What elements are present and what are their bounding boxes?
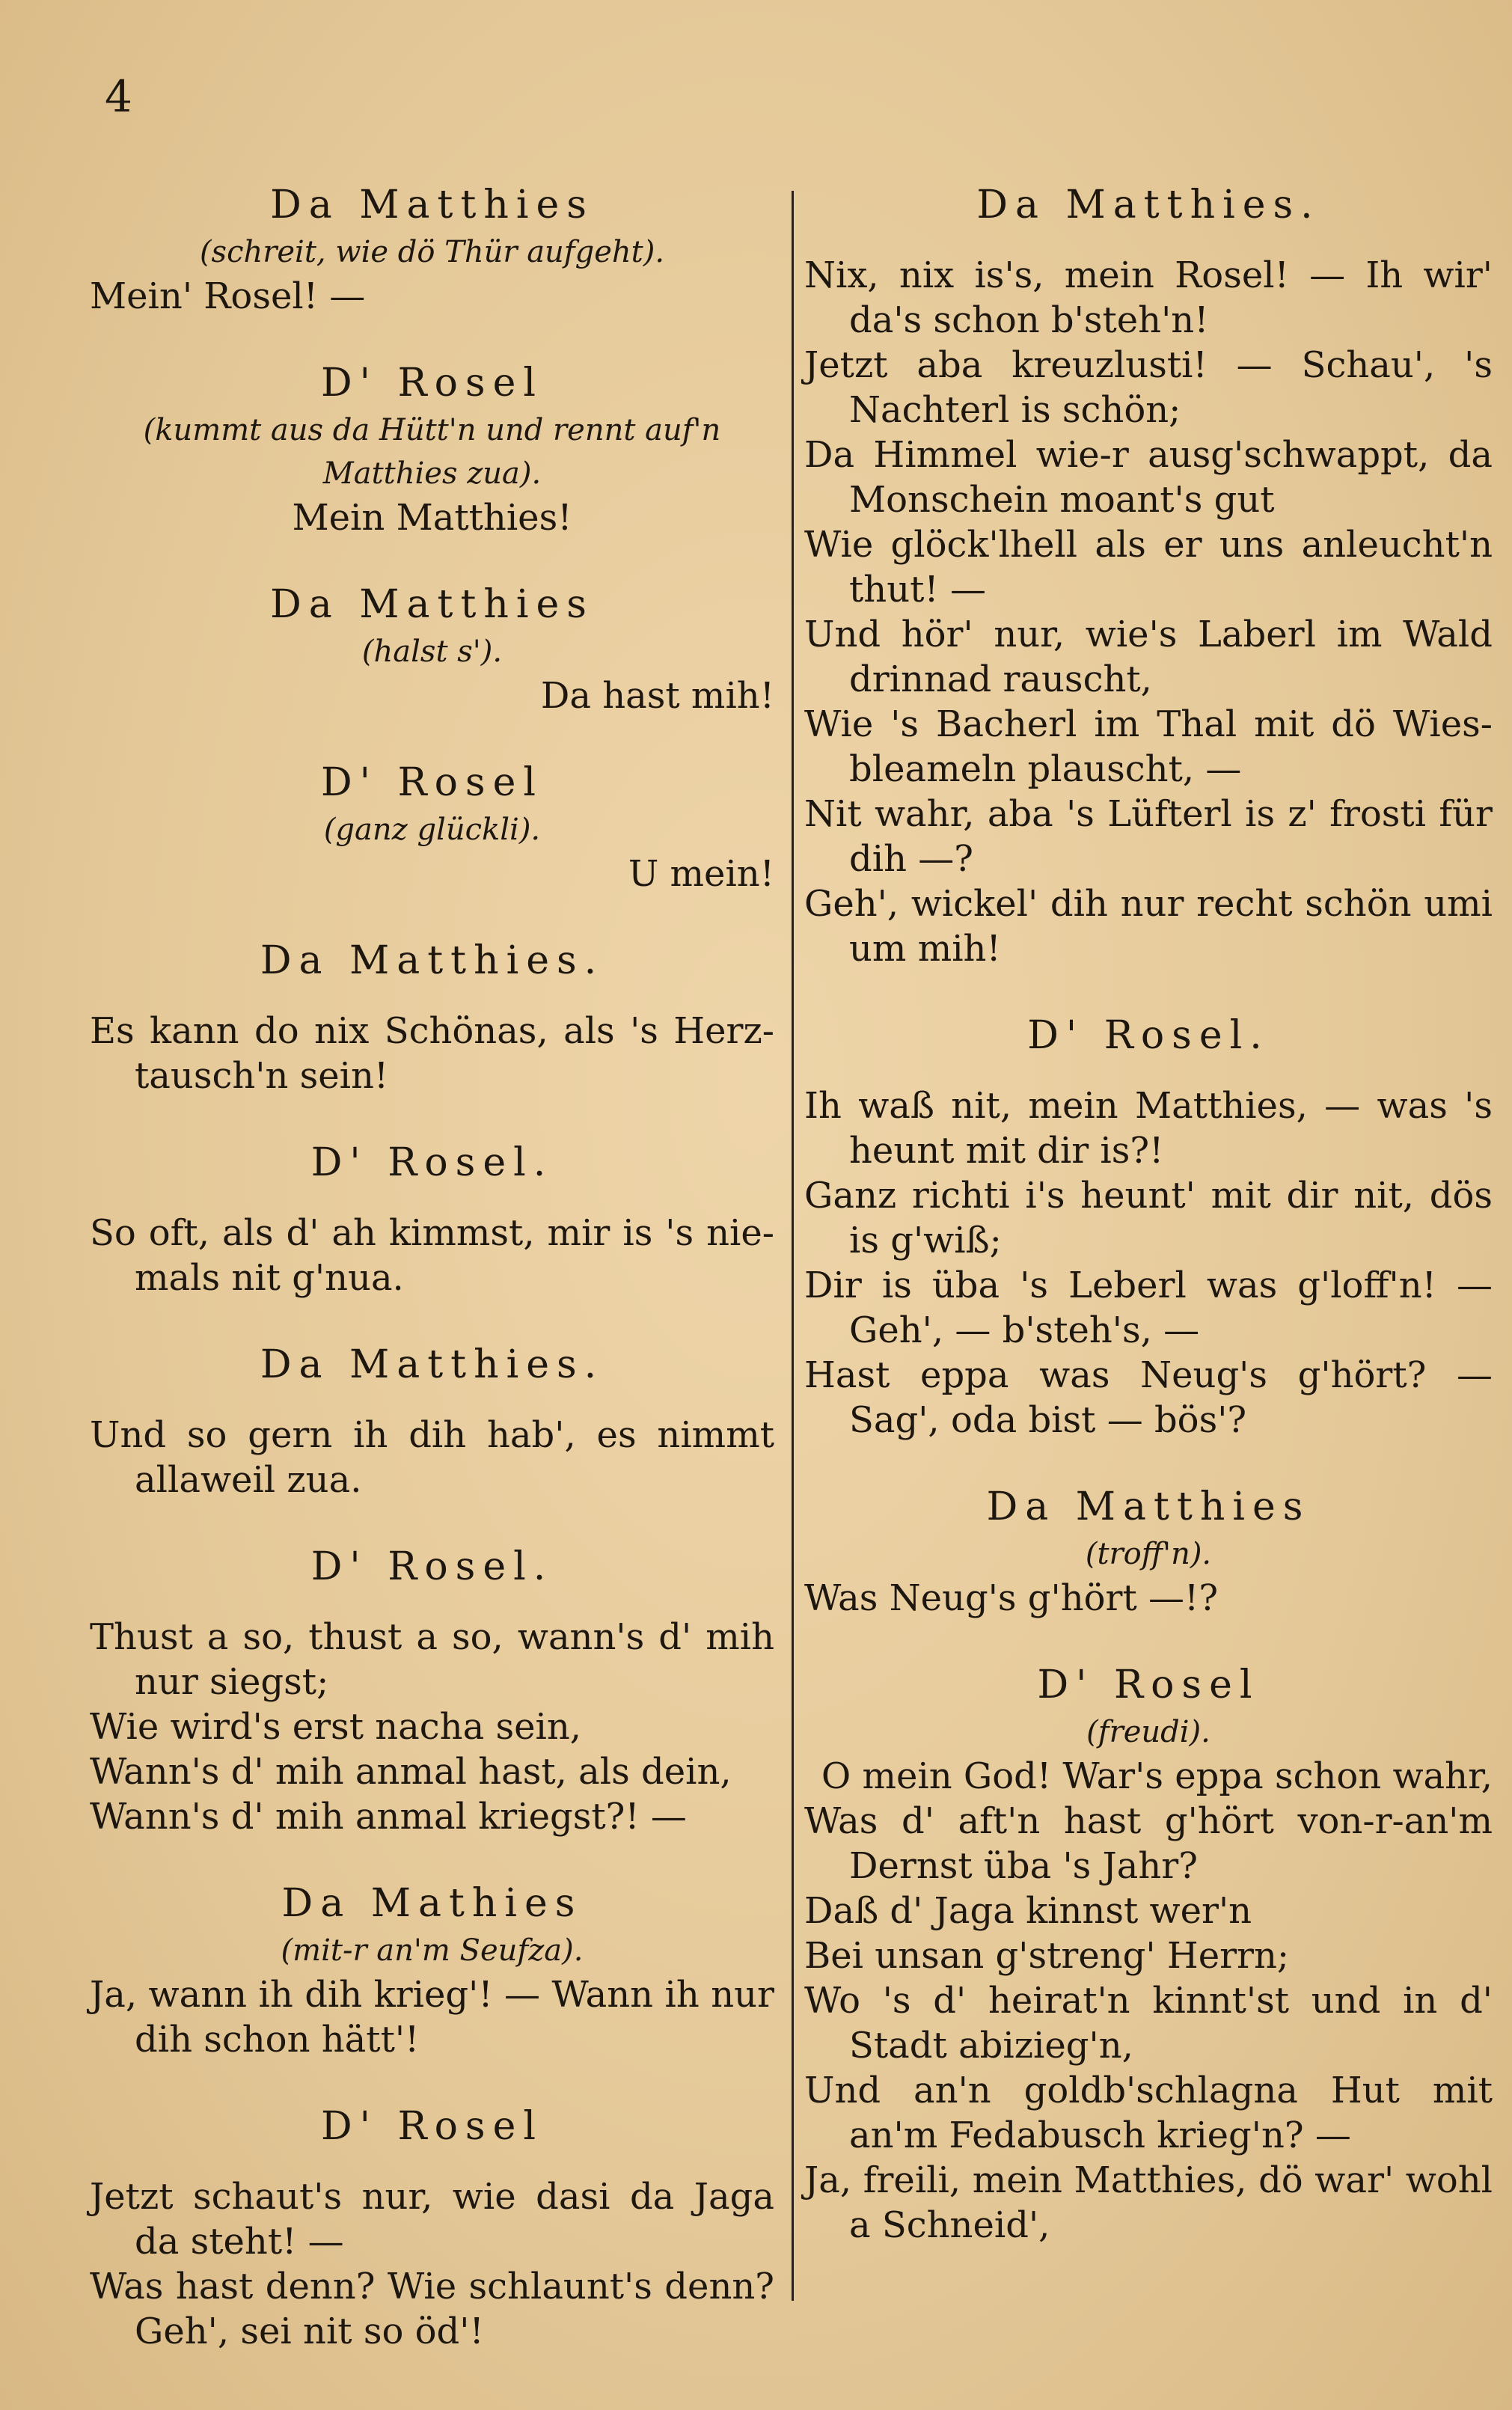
dialogue-block [90,1541,774,1839]
dialogue-block [804,1010,1493,1443]
stage-direction: (kummt aus da Hütt'n und rennt auf'n Matthies zua). [143,413,721,491]
dialogue-block [804,180,1493,971]
speaker-name: D' Rosel [320,760,544,805]
verse-line: Thust a so, thust a so, wann's d' mih nur siegst; [90,1616,774,1703]
verse-line: Was hast denn? Wie schlaunt's denn? Geh', sei nit so öd'! [90,2266,774,2352]
block-gap [90,896,774,935]
speaker-gap [90,986,774,1009]
speaker-name: D' Rosel [1037,1663,1260,1707]
speaker-name: D' Rosel. [310,1140,554,1185]
block-gap [90,1300,774,1339]
dialogue-block [90,358,774,540]
speaker-gap [804,230,1493,253]
verse-line: Hast eppa was Neug's g'hört? — Sag', oda bist — bös'? [804,1354,1493,1441]
speaker-gap [90,1390,774,1413]
verse-line: Wann's d' mih anmal hast, als dein, [90,1751,732,1793]
speaker-name: Da Mathies [281,1881,583,1926]
block-gap [90,540,774,579]
block-gap [90,1098,774,1137]
block-gap [804,1621,1493,1660]
verse-line: Jetzt schaut's nur, wie dasi da Jaga da steht! — [90,2176,774,2263]
verse-line: Wann's d' mih anmal kriegst?! — [90,1796,687,1838]
verse-line: Jetzt aba kreuzlusti! — Schau', 's Nachterl is schön; [804,344,1493,431]
stage-direction: (ganz glückli). [323,813,541,847]
left-column [90,180,774,2352]
verse-line: Wie glöck'lhell als er uns anleucht'n thut! — [804,524,1493,611]
block-gap [804,971,1493,1010]
dialogue-block [90,1137,774,1300]
verse-line: Und an'n goldb'schlagna Hut mit an'm Fedabusch krieg'n? — [804,2070,1493,2156]
verse-line: Bei unsan g'streng' Herrn; [804,1935,1290,1977]
verse-line: Ih waß nit, mein Matthies, — was 's heunt mit dir is?! [804,1085,1493,1172]
speaker-name: D' Rosel [320,2104,544,2149]
right-column [804,180,1493,2290]
speaker-gap [804,1061,1493,1083]
verse-line: Mein Matthies! [292,497,572,539]
column-divider [792,191,794,2301]
verse-line: Wo 's d' heirat'n kinnt'st und in d' Stadt abizieg'n, [804,1980,1493,2067]
verse-line: Dir is üba 's Leberl was g'loff'n! — Geh', — b'steh's, — [804,1264,1493,1351]
stage-direction: (halst s'). [361,634,503,669]
verse-line: Es kann do nix Schönas, als 's Herz-tausch'n sein! [90,1010,774,1097]
verse-line: Daß d' Jaga kinnst wer'n [804,1890,1252,1932]
verse-line: Ganz richti i's heunt' mit dir nit, dös is g'wiß; [804,1175,1493,1261]
block-gap [90,1839,774,1878]
stage-direction: (mit-r an'm Seufza). [281,1933,584,1968]
verse-line: U mein! [628,853,774,895]
speaker-gap [90,2152,774,2174]
speaker-gap [90,1592,774,1615]
dialogue-block [804,1481,1493,1621]
dialogue-block [90,935,774,1098]
verse-line: Nix, nix is's, mein Rosel! — Ih wir' da's schon b'steh'n! [804,254,1493,341]
verse-line: Und hör' nur, wie's Laberl im Wald drinnad rauscht, [804,614,1493,700]
block-gap [90,319,774,358]
dialogue-block [90,757,774,896]
dialogue-block [804,1660,1493,2248]
verse-line: So oft, als d' ah kimmst, mir is 's nie-mals nit g'nua. [90,1212,774,1299]
block-gap [90,718,774,757]
stage-direction: (schreit, wie dö Thür aufgeht). [199,235,665,269]
speaker-name: Da Matthies. [260,938,605,983]
verse-line: Ja, wann ih dih krieg'! — Wann ih nur dih schon hätt'! [90,1974,774,2061]
stage-direction: (troff'n). [1085,1537,1212,1571]
speaker-name: Da Matthies [270,183,594,227]
verse-line: Wie wird's erst nacha sein, [90,1706,581,1748]
verse-line: Nit wahr, aba 's Lüfterl is z' frosti für dih —? [804,793,1493,880]
dialogue-block [90,1878,774,2062]
speaker-name: Da Matthies [270,582,594,627]
speaker-gap [90,1188,774,1211]
speaker-name: Da Matthies. [976,183,1320,227]
verse-line: Was Neug's g'hört —!? [804,1577,1219,1619]
verse-line: Was d' aft'n hast g'hört von-r-an'm Dernst üba 's Jahr? [804,1800,1493,1887]
dialogue-block [90,180,774,319]
verse-line: Ja, freili, mein Matthies, dö war' wohl a Schneid', [804,2159,1493,2246]
speaker-name: Da Matthies [986,1484,1311,1529]
verse-line: Und so gern ih dih hab', es nimmt allaweil zua. [90,1414,774,1501]
dialogue-block [90,1339,774,1502]
verse-line: Mein' Rosel! — [90,275,366,317]
page-number: 4 [105,71,132,122]
block-gap [90,2062,774,2101]
verse-line: Wie 's Bacherl im Thal mit dö Wies-bleameln plauscht, — [804,703,1493,790]
dialogue-block [90,579,774,718]
speaker-name: D' Rosel. [1027,1013,1270,1058]
verse-line: Da hast mih! [540,675,774,717]
speaker-name: Da Matthies. [260,1342,605,1387]
dialogue-block [90,2101,774,2354]
speaker-name: D' Rosel [320,361,544,406]
verse-line: Geh', wickel' dih nur recht schön umi um mih! [804,883,1493,970]
block-gap [90,1502,774,1541]
block-gap [804,1443,1493,1481]
stage-direction: (freudi). [1086,1715,1210,1749]
verse-line: O mein God! War's eppa schon wahr, [821,1755,1493,1797]
speaker-name: D' Rosel. [310,1544,554,1589]
verse-line: Da Himmel wie-r ausg'schwappt, da Monschein moant's gut [804,434,1493,521]
